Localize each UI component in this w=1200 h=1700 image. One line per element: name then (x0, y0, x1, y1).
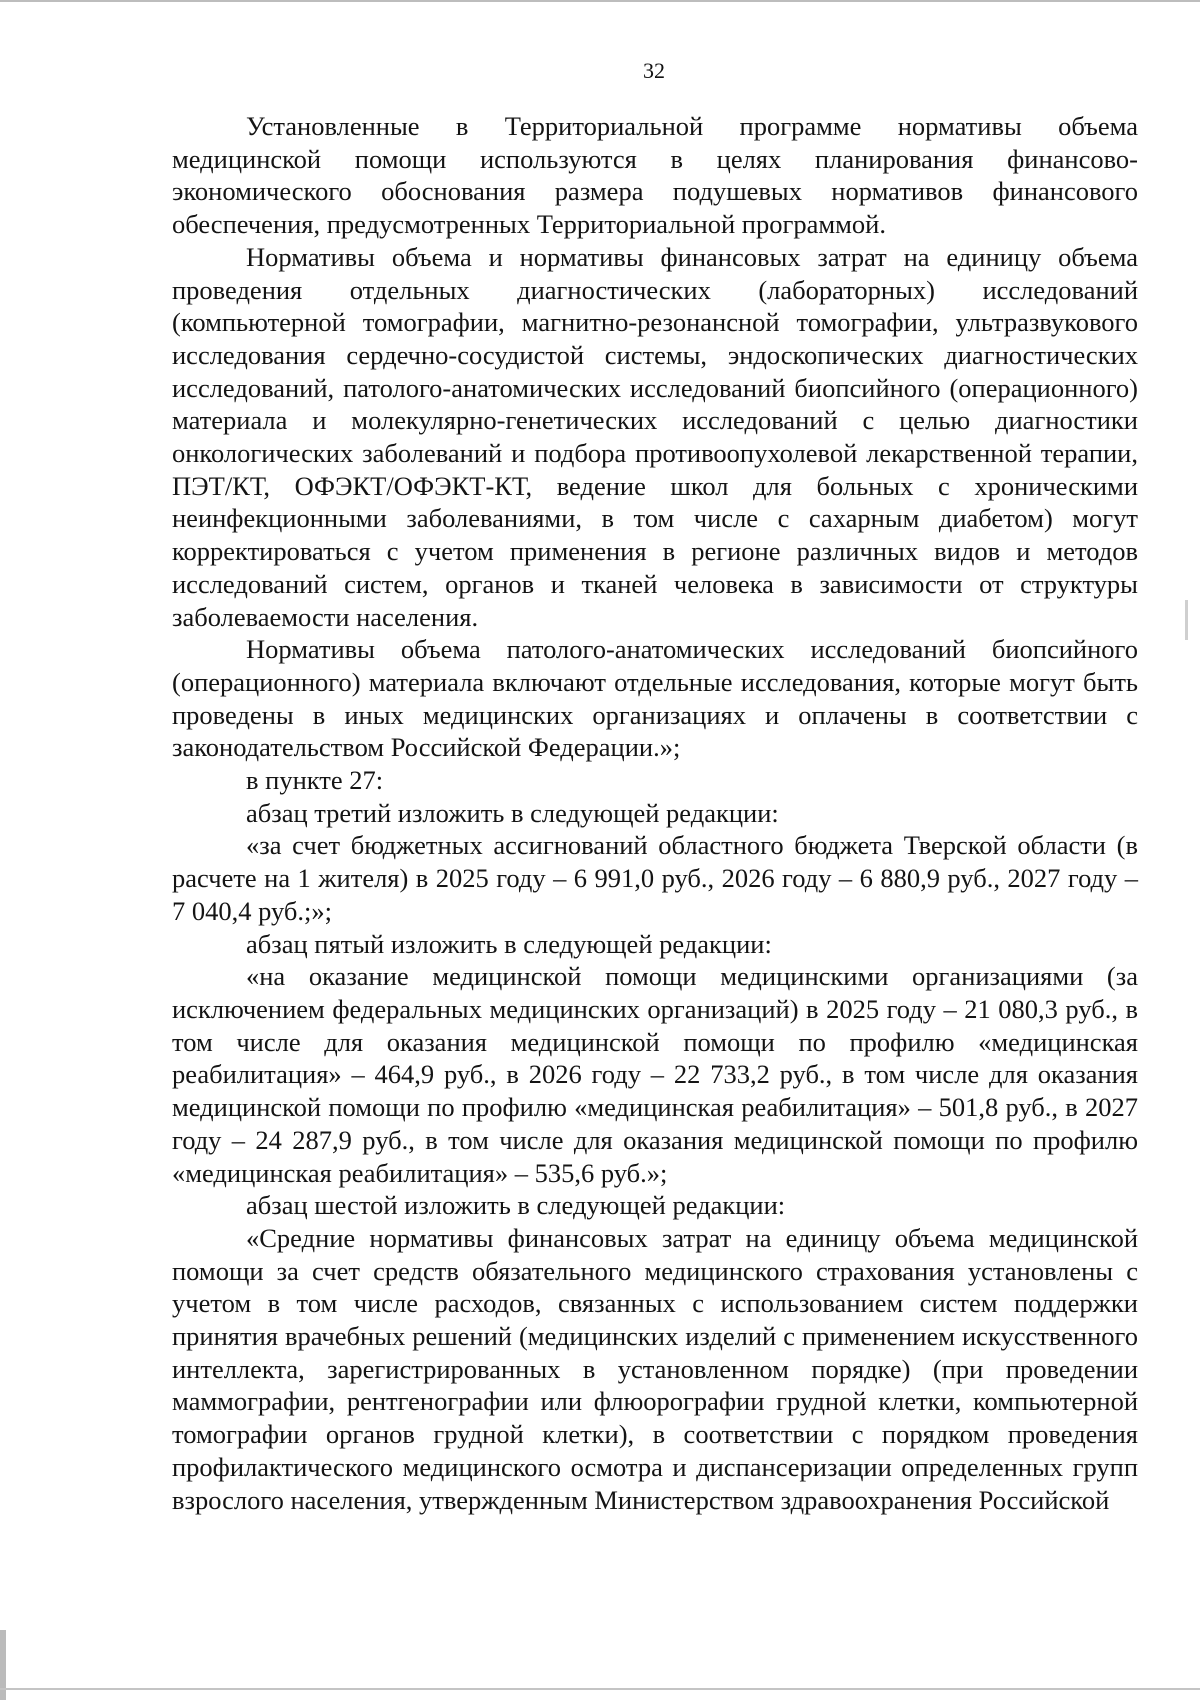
paragraph-9: абзац шестой изложить в следующей редакции: (246, 1190, 786, 1221)
paragraph-2: Нормативы объема и нормативы финансовых затрат на единицу объема проведения отдельных диагностических (лабораторных) исследований (компьютерной томографии, магнитно-резонансной томографии, ультразвукового исследования сердечно-сосудистой системы, эндоскопических диагностических исследований, патолого-анатомических исследований биопсийного (операционного) материала и молекулярно-генетических исследований с целью диагностики онкологических заболеваний и подбора противоопухолевой лекарственной терапии, ПЭТ/КТ, ОФЭКТ/ОФЭКТ-КТ, ведение школ для больных с хроническими неинфекционными заболеваниями, в том числе с сахарным диабетом) могут корректироваться с учетом применения в регионе различных видов и методов исследований систем, органов и тканей человека в зависимости от структуры заболеваемости населения. (172, 241, 1138, 632)
paragraph-7: абзац пятый изложить в следующей редакции: (246, 928, 772, 959)
scan-edge-bottom (0, 1688, 1200, 1690)
document-body (172, 110, 1138, 1516)
paragraph-6: «за счет бюджетных ассигнований областного бюджета Тверской области (в расчете на 1 жителя) в 2025 году – 6 991,0 руб., 2026 году – 6 880,9 руб., 2027 году – 7 040,4 руб.;»; (172, 830, 1138, 926)
paragraph-3: Нормативы объема патолого-анатомических исследований биопсийного (операционного) материала включают отдельные исследования, которые могут быть проведены в иных медицинских организациях и оплачены в соответствии с законодательством Российской Федерации.»; (172, 634, 1138, 763)
paragraph-8: «на оказание медицинской помощи медицинскими организациями (за исключением федеральных медицинских организаций) в 2025 году – 21 080,3 руб., в том числе для оказания медицинской помощи по профилю «медицинская реабилитация» – 464,9 руб., в 2026 году – 22 733,2 руб., в том числе для оказания медицинской помощи по профилю «медицинская реабилитация» – 501,8 руб., в 2027 году – 24 287,9 руб., в том числе для оказания медицинской помощи по профилю «медицинская реабилитация» – 535,6 руб.»; (172, 961, 1138, 1188)
scan-edge-top (0, 0, 1200, 2)
paragraph-10: «Средние нормативы финансовых затрат на единицу объема медицинской помощи за счет средств обязательного медицинского страхования установлены с учетом в том числе расходов, связанных с использованием систем поддержки принятия врачебных решений (медицинских изделий с применением искусственного интеллекта, зарегистрированных в установленном порядке) (при проведении маммографии, рентгенографии или флюорографии грудной клетки, компьютерной томографии органов грудной клетки), в соответствии с порядком проведения профилактического медицинского осмотра и диспансеризации определенных групп взрослого населения, утвержденным Министерством здравоохранения Российской (172, 1222, 1138, 1515)
scan-edge-right (1185, 600, 1188, 640)
paragraph-5: абзац третий изложить в следующей редакции: (246, 797, 779, 828)
paragraph-1: Установленные в Территориальной программе нормативы объема медицинской помощи используются в целях планирования финансово-экономического обоснования размера подушевых нормативов финансового обеспечения, предусмотренных Территориальной программой. (172, 111, 1138, 240)
paragraph-4: в пункте 27: (246, 765, 384, 796)
page-number: 32 (643, 58, 665, 83)
